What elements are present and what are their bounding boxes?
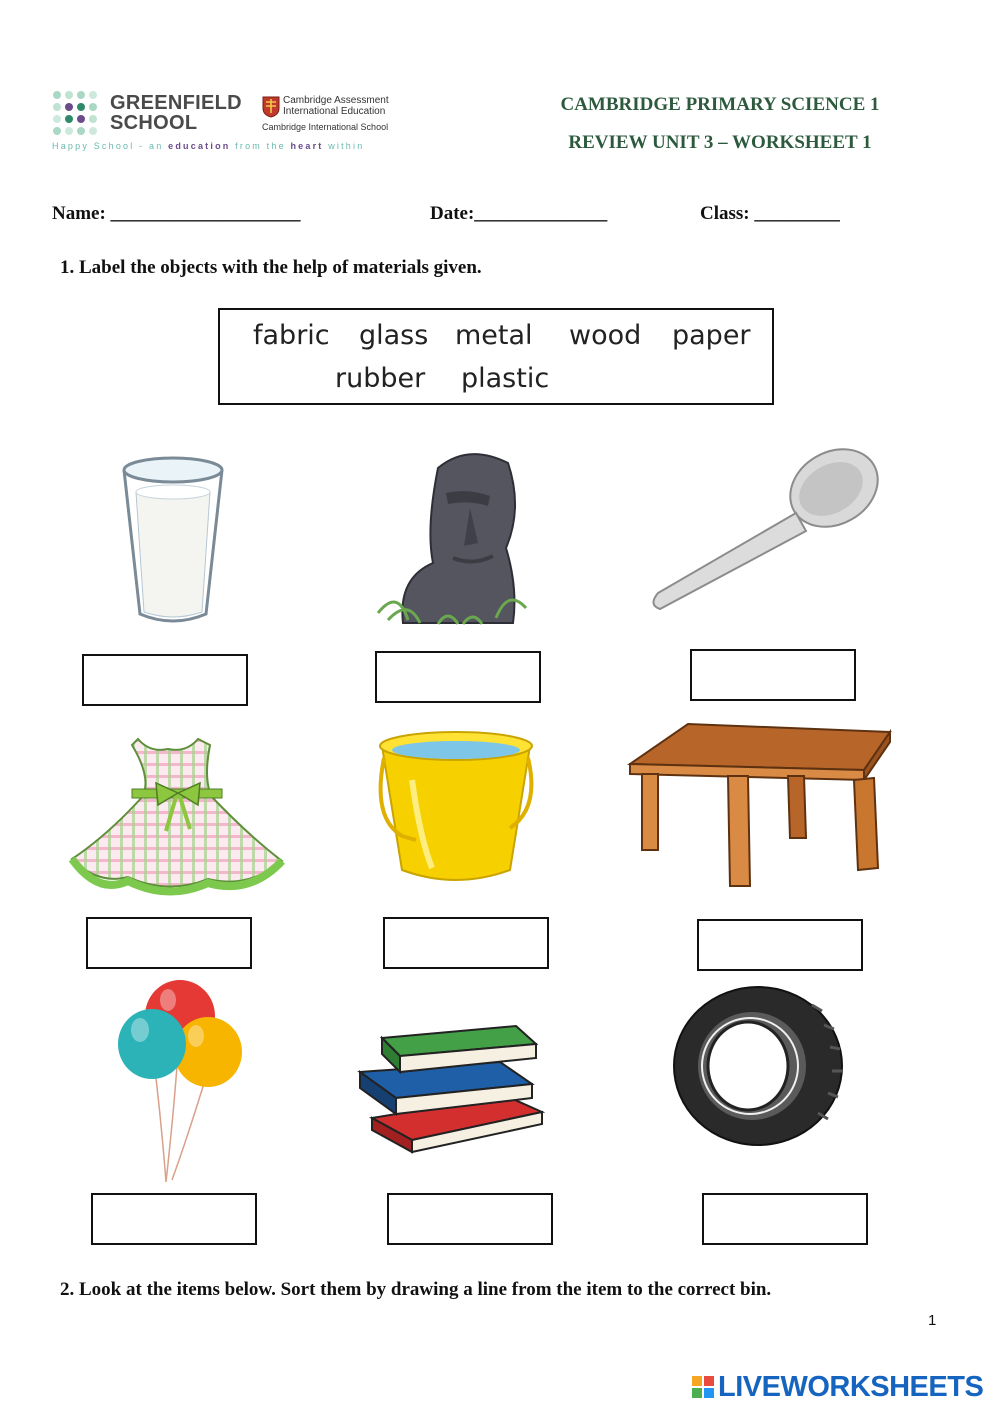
- liveworksheets-logo-icon: [692, 1376, 714, 1398]
- material-word: metal: [455, 320, 533, 351]
- liveworksheets-brand[interactable]: LIVEWORKSHEETS: [718, 1371, 984, 1403]
- material-word: paper: [672, 320, 751, 351]
- tagline-part3: within: [323, 141, 365, 151]
- answer-box-glass[interactable]: [82, 654, 248, 706]
- tagline-em1: education: [168, 141, 231, 151]
- material-word: plastic: [461, 363, 550, 394]
- answer-box-balloons[interactable]: [91, 1193, 257, 1245]
- date-field[interactable]: Date:______________: [430, 203, 608, 224]
- school-logo-icon: [52, 90, 102, 136]
- materials-word-box: [218, 308, 774, 405]
- worksheet-title: REVIEW UNIT 3 – WORKSHEET 1: [568, 132, 872, 153]
- tagline-part1: Happy School - an: [52, 141, 169, 151]
- school-name: [110, 93, 242, 133]
- tyre-icon: [672, 985, 844, 1147]
- school-name-line1: GREENFIELD: [110, 92, 242, 114]
- question-2-text: 2. Look at the items below. Sort them by drawing a line from the item to the correct bin.: [60, 1279, 772, 1300]
- partner-line1: Cambridge Assessment: [283, 95, 389, 106]
- answer-box-bucket[interactable]: [383, 917, 549, 969]
- school-tagline: [52, 141, 364, 151]
- books-icon: [356, 1022, 546, 1156]
- answer-box-statue[interactable]: [375, 651, 541, 703]
- tagline-em2: heart: [290, 141, 324, 151]
- cambridge-crest-icon: [262, 96, 280, 118]
- material-word: glass: [359, 320, 429, 351]
- table-icon: [628, 718, 892, 890]
- name-field[interactable]: Name: ____________________: [52, 203, 301, 224]
- answer-box-tyre[interactable]: [702, 1193, 868, 1245]
- page-number: 1: [928, 1312, 937, 1329]
- bucket-icon: [372, 728, 540, 886]
- partner-line2: International Education: [283, 106, 386, 117]
- answer-box-spoon[interactable]: [690, 649, 856, 701]
- partner-subtitle: Cambridge International School: [262, 122, 389, 132]
- tagline-part2: from the: [230, 141, 291, 151]
- question-1-text: 1. Label the objects with the help of materials given.: [60, 257, 482, 278]
- stone-statue-icon: [378, 454, 526, 624]
- material-word: wood: [569, 320, 642, 351]
- school-name-line2: SCHOOL: [110, 112, 198, 134]
- answer-box-books[interactable]: [387, 1193, 553, 1245]
- spoon-icon: [646, 443, 886, 615]
- material-word: fabric: [253, 320, 330, 351]
- answer-box-table[interactable]: [697, 919, 863, 971]
- balloons-icon: [116, 980, 244, 1184]
- material-word: rubber: [335, 363, 426, 394]
- glass-of-milk-icon: [118, 452, 228, 627]
- dress-icon: [68, 735, 286, 897]
- answer-box-dress[interactable]: [86, 917, 252, 969]
- class-field[interactable]: Class: _________: [700, 203, 840, 224]
- course-title: CAMBRIDGE PRIMARY SCIENCE 1: [560, 94, 880, 115]
- partner-name: [283, 95, 389, 117]
